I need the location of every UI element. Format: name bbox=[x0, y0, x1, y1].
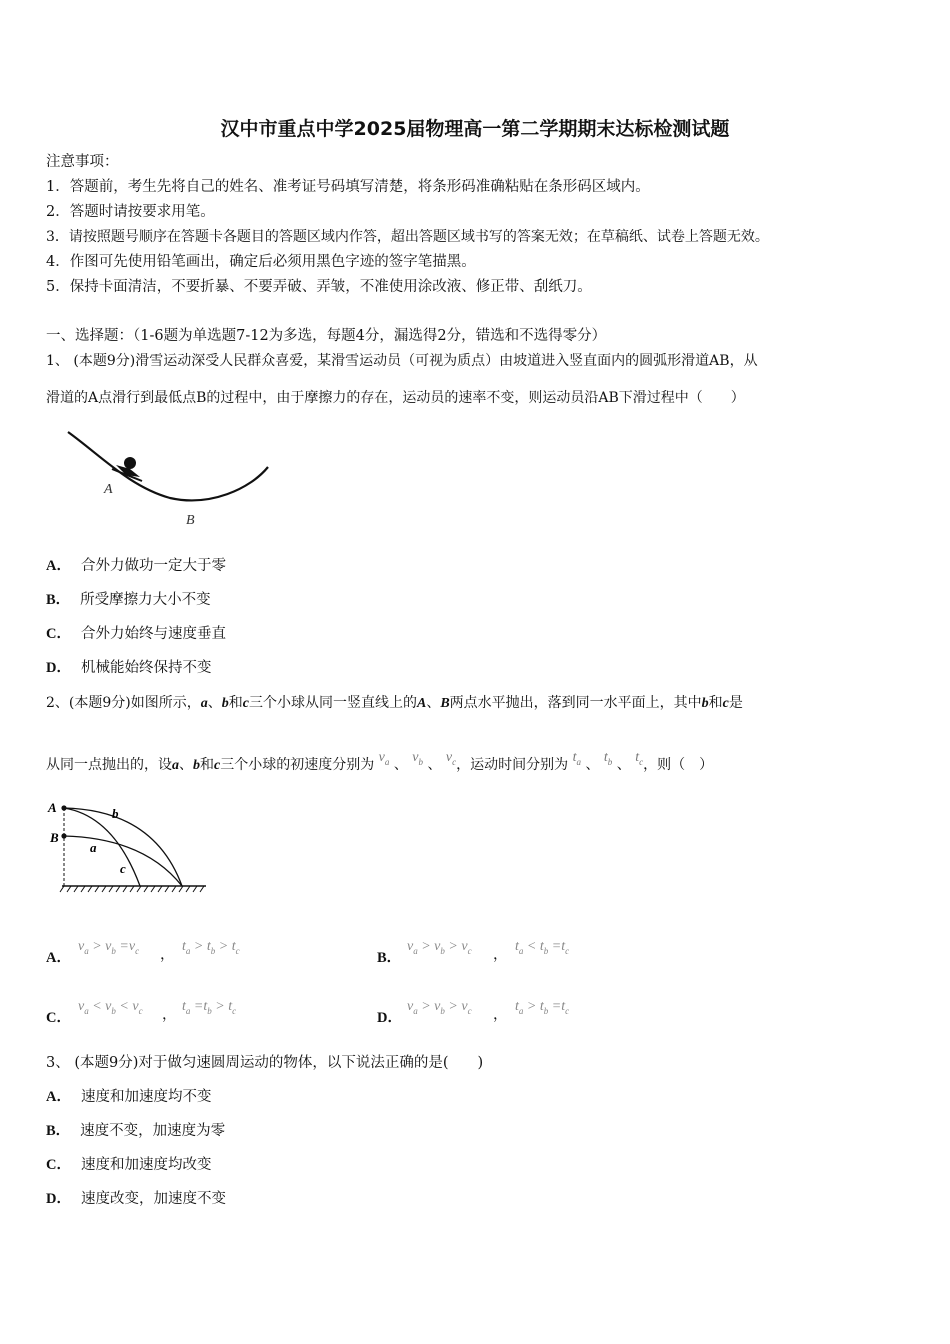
q2-option-d[interactable]: D． $v_a > v_b > v_c$ ， $t_a > t_b =t_c$ bbox=[377, 999, 570, 1026]
notice-item: 5．保持卡面清洁，不要折暴、不要弄破、弄皱，不准使用涂改液、修正带、刮纸刀。 bbox=[46, 279, 592, 295]
q1-option-d[interactable]: D． 机械能始终保持不变 bbox=[46, 660, 212, 676]
q2-projectile-figure bbox=[44, 796, 214, 902]
section-heading: 一、选择题：（1-6题为单选题7-12为多选，每题4分，漏选得2分，错选和不选得零分） bbox=[46, 328, 607, 344]
label-c: c bbox=[120, 861, 126, 876]
notice-item: 4．作图可先使用铅笔画出，确定后必须用黑色字迹的签字笔描黑。 bbox=[46, 254, 476, 270]
q2-option-b[interactable]: B． $v_a > v_b > v_c$ ， $t_a < t_b =t_c$ bbox=[377, 939, 570, 966]
notice-item: 3．请按照题号顺序在答题卡各题目的答题区域内作答，超出答题区域书写的答案无效；在草稿纸、试卷上答题无效。 bbox=[46, 229, 769, 245]
q1-stem-line1: 1、 (本题9分)滑雪运动深受人民群众喜爱，某滑雪运动员（可视为质点）由坡道进入竖直面内的圆弧形滑道AB，从 bbox=[46, 353, 758, 369]
label-A: A bbox=[104, 482, 113, 497]
q1-option-c[interactable]: C． 合外力始终与速度垂直 bbox=[46, 626, 226, 642]
q1-option-a[interactable]: A． 合外力做功一定大于零 bbox=[46, 558, 226, 574]
q2-stem-line1: 2、(本题9分)如图所示，a、b和c三个小球从同一竖直线上的A、B两点水平抛出，落到同一水平面上，其中b和c是 bbox=[46, 695, 743, 711]
q1-ski-slope-figure bbox=[60, 425, 280, 530]
label-b: b bbox=[112, 806, 119, 821]
label-B: B bbox=[50, 830, 59, 845]
q2-stem-line2: 从同一点抛出的，设a、b和c三个小球的初速度分别为 $v_a$ 、 $v_b$ 、 $v_c$，运动时间分别为 $t_a$ 、 $t_b$ 、 $t_c$，则（ ） bbox=[46, 750, 714, 773]
q1-stem-line2: 滑道的A点滑行到最低点B的过程中，由于摩擦力的存在，运动员的速率不变，则运动员沿AB下滑过程中（ ） bbox=[46, 390, 745, 406]
q3-option-d[interactable]: D． 速度改变，加速度不变 bbox=[46, 1191, 226, 1207]
q3-option-c[interactable]: C． 速度和加速度均改变 bbox=[46, 1157, 212, 1173]
q2-option-a[interactable]: A． $v_a > v_b =v_c$ ， $t_a > t_b > t_c$ bbox=[46, 939, 240, 966]
q3-stem: 3、 (本题9分)对于做匀速圆周运动的物体，以下说法正确的是( ) bbox=[46, 1055, 484, 1071]
ground-hatching bbox=[60, 886, 204, 892]
q3-option-b[interactable]: B． 速度不变，加速度为零 bbox=[46, 1123, 226, 1139]
q3-option-a[interactable]: A． 速度和加速度均不变 bbox=[46, 1089, 212, 1105]
q1-option-b[interactable]: B． 所受摩擦力大小不变 bbox=[46, 592, 211, 608]
notice-heading: 注意事项： bbox=[46, 154, 119, 170]
notice-item: 2．答题时请按要求用笔。 bbox=[46, 204, 215, 220]
notice-item: 1．答题前，考生先将自己的姓名、准考证号码填写清楚，将条形码准确粘贴在条形码区域内。 bbox=[46, 179, 650, 195]
label-B: B bbox=[186, 513, 195, 528]
q2-option-c[interactable]: C． $v_a < v_b < v_c$ ， $t_a =t_b > t_c$ bbox=[46, 999, 237, 1026]
slope-arc bbox=[68, 432, 268, 500]
label-A: A bbox=[48, 800, 57, 815]
label-a: a bbox=[90, 840, 97, 855]
page-title: 汉中市重点中学2025届物理高一第二学期期末达标检测试题 bbox=[220, 118, 730, 140]
